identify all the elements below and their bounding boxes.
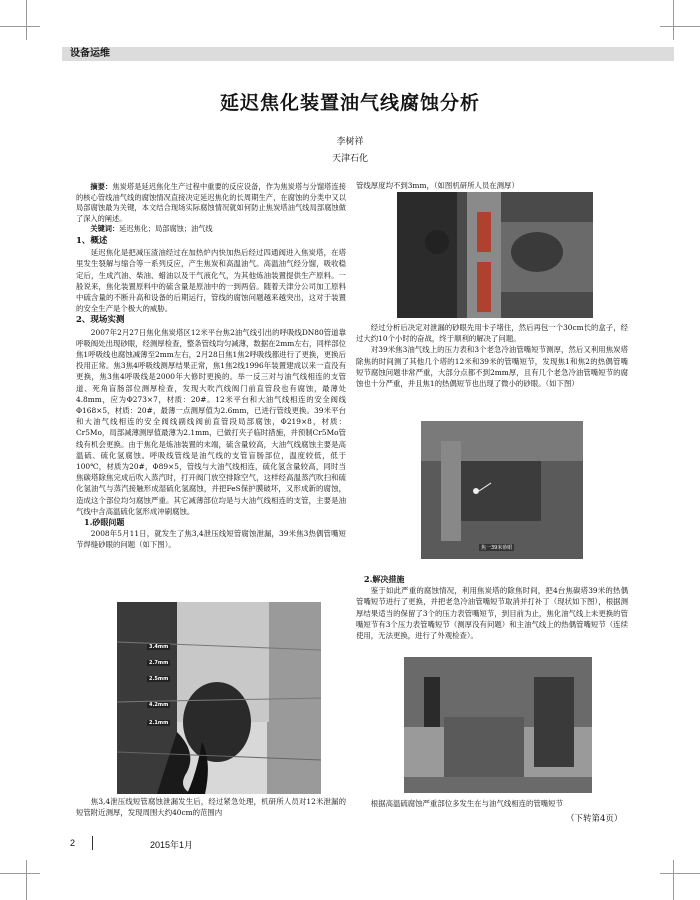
overview-paragraph: 延迟焦化是把减压渣油经过在加热炉内快加热后经过四通阀进入焦炭塔，在塔里发生裂解与缩合等一系列反应，产生焦炭和高温油气。高温油气经分馏，吸收稳定后，生成汽油、柴油、蜡油以及干气液化气，为其他炼油装置提供生产原料。一般说来，焦化装置原料中的硫含量是原油中的一到两倍。随着天津分公司加工原料中硫含量的不断升高和设备的后期运行，管线的腐蚀问题越来越突出，这对于装置的安全生产是个极大的威胁。 [76, 248, 346, 314]
thickness-note: 管线厚度均不到3mm，（如图机研所人员在测厚） [356, 181, 519, 190]
nozzle-paragraph: 对39米焦3油气线上的压力表和3个老急冷油管嘴短节测厚，然后又利用焦炭塔除焦的时间测了其他几个塔的12米和39米的管嘴短节，发现焦1和焦2的热偶管嘴短节腐蚀问题非常严重，大部分点都不到2mm厚，且有几个老急冷油管嘴短节的腐蚀也十分严重，并且焦1的热偶短节也出现了微小的砂眼。（如下图） [356, 345, 628, 389]
section-heading-measurement: 2、现场实测 [76, 315, 125, 326]
pinhole-label: 焦一39米砂眼 [481, 545, 513, 551]
caption-leak: 焦3,4泄压线短管腐蚀泄漏发生后，经过紧急处理，机研所人员对12米泄漏的短管附近测厚，发现周围大约40cm的范围内 [76, 797, 346, 818]
thickness-label: 2.1mm [149, 720, 169, 726]
subheading-pinhole: 1.砂眼问题 [84, 517, 125, 528]
right-lead [356, 180, 628, 191]
photo-pinhole-image [421, 421, 583, 559]
crop-mark [673, 860, 674, 900]
abstract-label: 摘要： [90, 182, 113, 191]
photo-replaced-nozzle [404, 657, 592, 793]
subheading-solution: 2.解决措施 [364, 574, 405, 584]
photo-measuring [397, 192, 593, 318]
crop-mark [660, 26, 700, 27]
photo-leaking-pipe-image [117, 602, 321, 794]
crop-mark [0, 873, 40, 874]
author: 李树祥 [336, 137, 364, 147]
abstract-text: 焦炭塔是延迟焦化生产过程中重要的反应设备，作为焦炭塔与分馏塔连接的核心管线油气线的腐蚀情况直接决定延迟焦化的长周期生产，在腐蚀的分类中又以局部腐蚀最为关键，本文结合现场实际腐蚀情况就如何防止焦炭塔油气线局部腐蚀做了深入的阐述。 [76, 182, 346, 223]
article-title: 延迟焦化装置油气线腐蚀分析 [219, 92, 480, 114]
page-number: 2 [70, 838, 76, 848]
crop-mark [26, 860, 27, 900]
photo-replaced-nozzle-image [404, 657, 592, 793]
issue-date: 2015年1月 [150, 840, 194, 850]
photo-measuring-image [397, 192, 593, 318]
section-label: 设备运维 [70, 48, 110, 59]
section-heading-overview: 1、概述 [76, 235, 108, 246]
header-bar [62, 47, 674, 61]
photo-pinhole [421, 421, 583, 559]
abstract [76, 182, 346, 235]
continued-note: （下转第4页） [566, 814, 623, 824]
organization: 天津石化 [331, 154, 368, 164]
left-column [76, 182, 346, 551]
keywords-label: 关键词： [90, 224, 120, 234]
pinhole-paragraph: 2008年5月11日，就发生了焦3,4泄压线短管腐蚀泄漏，39米焦3热偶管嘴短节焊缝砂眼的问题（如下图）。 [76, 529, 346, 550]
crop-mark [660, 873, 700, 874]
right-body-2 [356, 574, 628, 641]
thickness-label: 4.2mm [149, 702, 169, 708]
thickness-label: 2.5mm [149, 676, 169, 682]
footer-divider [92, 836, 93, 850]
crop-mark [26, 0, 27, 40]
analysis-paragraph: 经过分析后决定对泄漏的砂眼先用卡子堵住，然后再包一个30cm长的盒子，经过大约10个小时的奋战，终于顺利的解决了问题。 [356, 323, 628, 344]
thickness-label: 3.4mm [149, 644, 169, 650]
caption-nozzle: 根据高温硫腐蚀严重部位多发生在与油气线相连的管嘴短节 [370, 799, 563, 808]
solution-paragraph: 鉴于如此严重的腐蚀情况，利用焦炭塔的除焦时间，把4台焦碳塔39米的热偶管嘴短节进行了更换，并把老急冷油管嘴短节取消并打补丁（现状如下图），根据测厚结果适当的保留了3个的压力表管嘴短节，到目前为止，焦化油气线上未更换的管嘴短节有3个压力表管嘴短节（测厚没有问题）和主油气线上的热偶管嘴短节（连续使用，无法更换，进行了外观检查）。 [356, 586, 628, 641]
photo-leaking-pipe [117, 602, 321, 794]
measurement-paragraph: 2007年2月27日焦化焦炭塔区12米平台焦2油气线引出的呼吸线DN80管道靠呼吸阀处出现砂眼，经测厚检查，整条管线均匀减薄，数据在2mm左右，同样部位焦1呼吸线也腐蚀减薄至2mm左右，2月28日焦1焦2呼吸线都进行了更换，更换后投用正常。焦3焦4呼吸线测厚结果正常，焦1焦2线1996年装置建成以来一直没有更换，焦3焦4呼吸线是2000年大修时更换的。举一反三对与油气线相连的支管道、死角盲肠部位测厚检查，发现大吹汽线阀门前直管段也有腐蚀，最薄处4.8mm，应为Φ273×7，材质：20#。12米平台和大油气线相连的安全阀线Φ168×5，材质：20#，最薄一点测厚值为2.6mm，已进行管线更换。39米平台和大油气线相连的安全阀线副线阀前直管段局部腐蚀，Φ219×8，材质：Cr5Mo，局部减薄测厚值最薄为2.1mm，已做打夹子临时措施，并预制Cr5Mo管线有机会更换。由于焦化是炼油装置的末端，硫含量较高，大油气线腐蚀主要是高温硫、硫化氢腐蚀。呼吸线管线是油气线的支管盲肠部位，温度较低，低于100℃，材质为20#，Φ89×5，管线与大油气线相连，硫化氢含量较高，同时当焦碳塔除焦完成后吹入蒸汽时，打开阀门放空排除空气，这样经高温蒸汽吹扫和硫化氢油气与蒸汽接触形成湿硫化氢腐蚀，并把FeS保护膜破坏，又形成新的腐蚀，造成这个部位均匀腐蚀严重。其它减薄部位均是与大油气线相连的支管，主要是油气线中含高温硫化氢形成冲刷腐蚀。 [76, 327, 347, 516]
right-body-1 [356, 322, 628, 389]
crop-mark [0, 26, 40, 27]
crop-mark [673, 0, 674, 40]
keywords: 延迟焦化；局部腐蚀；油气线 [119, 224, 213, 234]
thickness-label: 2.7mm [149, 660, 169, 666]
